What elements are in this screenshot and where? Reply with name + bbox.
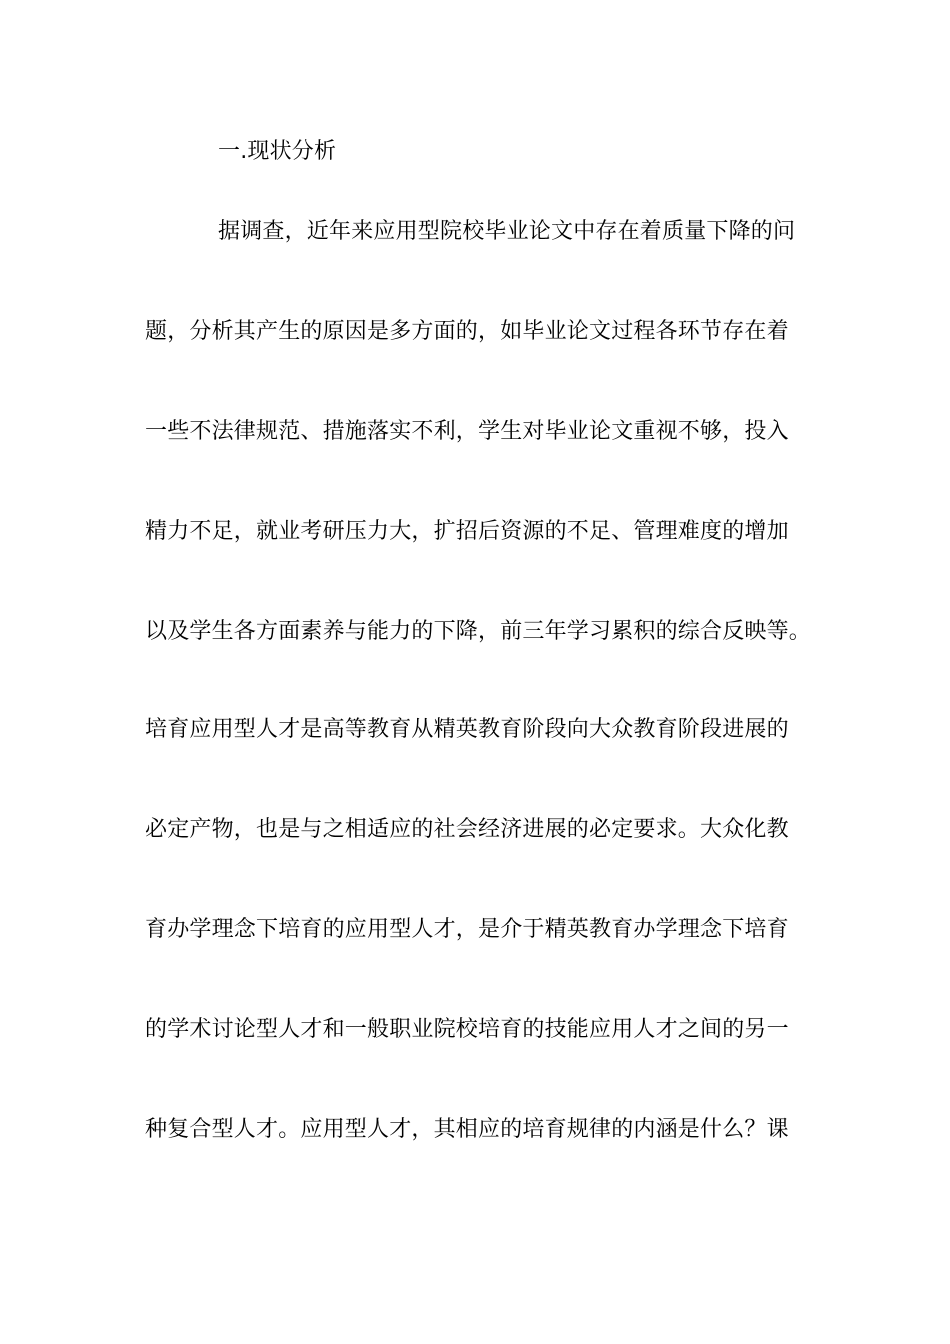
paragraph-line: 据调查，近年来应用型院校毕业论文中存在着质量下降的问 [218,219,796,244]
paragraph-line: 题，分析其产生的原因是多方面的，如毕业论文过程各环节存在着 [145,319,789,344]
paragraph-line: 精力不足，就业考研压力大，扩招后资源的不足、管理难度的增加 [145,519,789,544]
section-heading: 一.现状分析 [218,139,337,164]
paragraph-line: 育办学理念下培育的应用型人才，是介于精英教育办学理念下培育 [145,917,789,942]
paragraph-line: 培育应用型人才是高等教育从精英教育阶段向大众教育阶段进展的 [145,717,789,742]
paragraph-line: 种复合型人才。应用型人才，其相应的培育规律的内涵是什么？课 [145,1117,789,1142]
paragraph-line: 必定产物，也是与之相适应的社会经济进展的必定要求。大众化教 [145,817,789,842]
paragraph-line: 以及学生各方面素养与能力的下降，前三年学习累积的综合反映等。 [145,619,812,644]
paragraph-line: 的学术讨论型人才和一般职业院校培育的技能应用人才之间的另一 [145,1017,789,1042]
paragraph-line: 一些不法律规范、措施落实不利，学生对毕业论文重视不够，投入 [145,419,789,444]
